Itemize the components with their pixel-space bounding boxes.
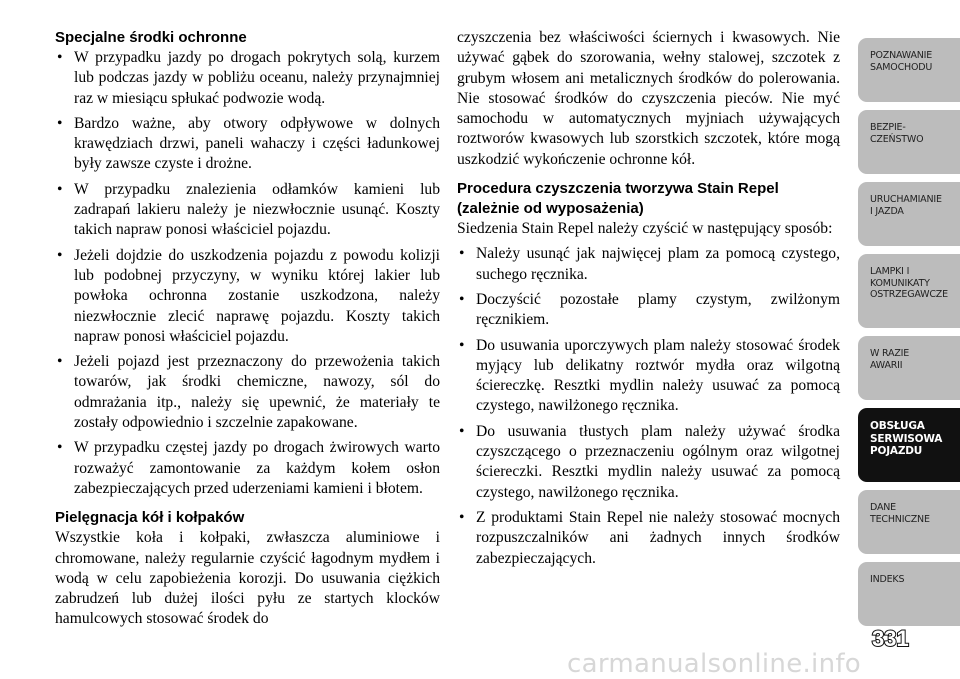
wheel-care-continuation: czyszczenia bez właściwości ściernych i kwasowych. Nie używać gąbek do szorowania, wełny stalowej, szczotek z grubym włosem ani metalicznych środków do polerowania. Nie stosować środków do czyszczenia pieców. Nie myć samochodu w automatycznych myjniach używających roztworów kwasowych lub szorstkich szczotek, które mogą uszkodzić wykończenie ochronne kół. [457,29,840,168]
list-item: • Doczyścić pozostałe plamy czystym, zwilżonym ręcznikiem. [457,290,840,331]
tab-label: DANE TECHNICZNE [870,502,930,525]
tab-label: URUCHAMIANIE I JAZDA [870,194,942,217]
right-column [457,28,840,569]
page-number: 331 [872,626,909,651]
wheel-care-paragraph: Wszystkie koła i kołpaki, zwłaszcza aluminiowe i chromowane, należy regularnie czyścić łagodnym mydłem i wodą w celu zapobieżenia korozji. Do usuwania ciężkich zabrudzeń lub dużej ilości pyłu ze startych klocków hamulcowych stosować środek do [55,529,440,628]
tab-emergency[interactable] [858,336,960,400]
list-item: • W przypadku znalezienia odłamków kamieni lub zadrapań lakieru należy je niezwłocznie usunąć. Koszty takich napraw ponosi właściciel pojazdu. [55,180,440,241]
section-heading-special-protection: Specjalne środki ochronne [55,29,247,46]
tab-index[interactable] [858,562,960,626]
list-item: • Jeżeli pojazd jest przeznaczony do przewożenia takich towarów, jak środki chemiczne, nawozy, sól do odmrażania itp., należy się upewnić, że materiały te zostały odpowiednio i szczelnie zapakowane. [55,352,440,433]
list-item: • Z produktami Stain Repel nie należy stosować mocnych rozpuszczalników ani żadnych innych środków zabezpieczających. [457,508,840,569]
tab-label: INDEKS [870,574,905,585]
tab-safety[interactable] [858,110,960,174]
tab-getting-to-know-vehicle[interactable] [858,38,960,102]
section-heading-wheel-care: Pielęgnacja kół i kołpaków [55,509,245,527]
tab-starting-and-driving[interactable] [858,182,960,246]
stain-repel-intro: Siedzenia Stain Repel należy czyścić w następujący sposób: [457,220,833,238]
tab-label: BEZPIE- CZEŃSTWO [870,122,924,145]
list-item: • Należy usunąć jak najwięcej plam za pomocą czystego, suchego ręcznika. [457,244,840,285]
tab-label: W RAZIE AWARII [870,348,910,371]
list-item: • W przypadku jazdy po drogach pokrytych solą, kurzem lub podczas jazdy w pobliżu oceanu, należy przynajmniej raz w miesiącu spłukać podwozie wodą. [55,48,440,109]
list-item: • W przypadku częstej jazdy po drogach żwirowych warto rozważyć zamontowanie za każdym kołem osłon zabezpieczających przed uderzeniami kamieni i błotem. [55,438,440,499]
list-item: • Jeżeli dojdzie do uszkodzenia pojazdu z powodu kolizji lub podobnej przyczyny, w wyniku której lakier lub powłoka ochronna zostanie uszkodzona, należy niezwłocznie zlecić naprawę pojazdu. Koszty takich napraw ponosi właściciel pojazdu. [55,246,440,347]
tab-label: LAMPKI I KOMUNIKATY OSTRZEGAWCZE [870,266,948,300]
tab-servicing[interactable] [858,408,960,482]
left-column [55,28,440,630]
special-protection-list [55,48,440,499]
list-item: • Do usuwania uporczywych plam należy stosować środek myjący lub delikatny roztwór mydła oraz wilgotną ściereczkę. Resztki mydlin należy usuwać za pomocą czystego, nawilżonego ręcznika. [457,336,840,417]
list-item: • Bardzo ważne, aby otwory odpływowe w dolnych krawędziach drzwi, paneli wahaczy i części ładunkowej były zawsze czyste i drożne. [55,114,440,175]
section-heading-stain-repel: Procedura czyszczenia tworzywa Stain Repel (zależnie od wyposażenia) [457,180,779,218]
tab-warning-lights[interactable] [858,254,960,328]
tab-label: POZNAWANIE SAMOCHODU [870,50,933,73]
list-item: • Do usuwania tłustych plam należy używać środka czyszczącego o przeznaczeniu ogólnym oraz wilgotnej ściereczki. Resztki mydlin należy usuwać za pomocą czystego, nawilżonego ręcznika. [457,422,840,503]
tab-technical-data[interactable] [858,490,960,554]
tab-label: OBSŁUGA SERWISOWA POJAZDU [870,420,943,457]
stain-repel-list [457,244,840,568]
watermark: carmanualsonline.info [567,649,862,679]
